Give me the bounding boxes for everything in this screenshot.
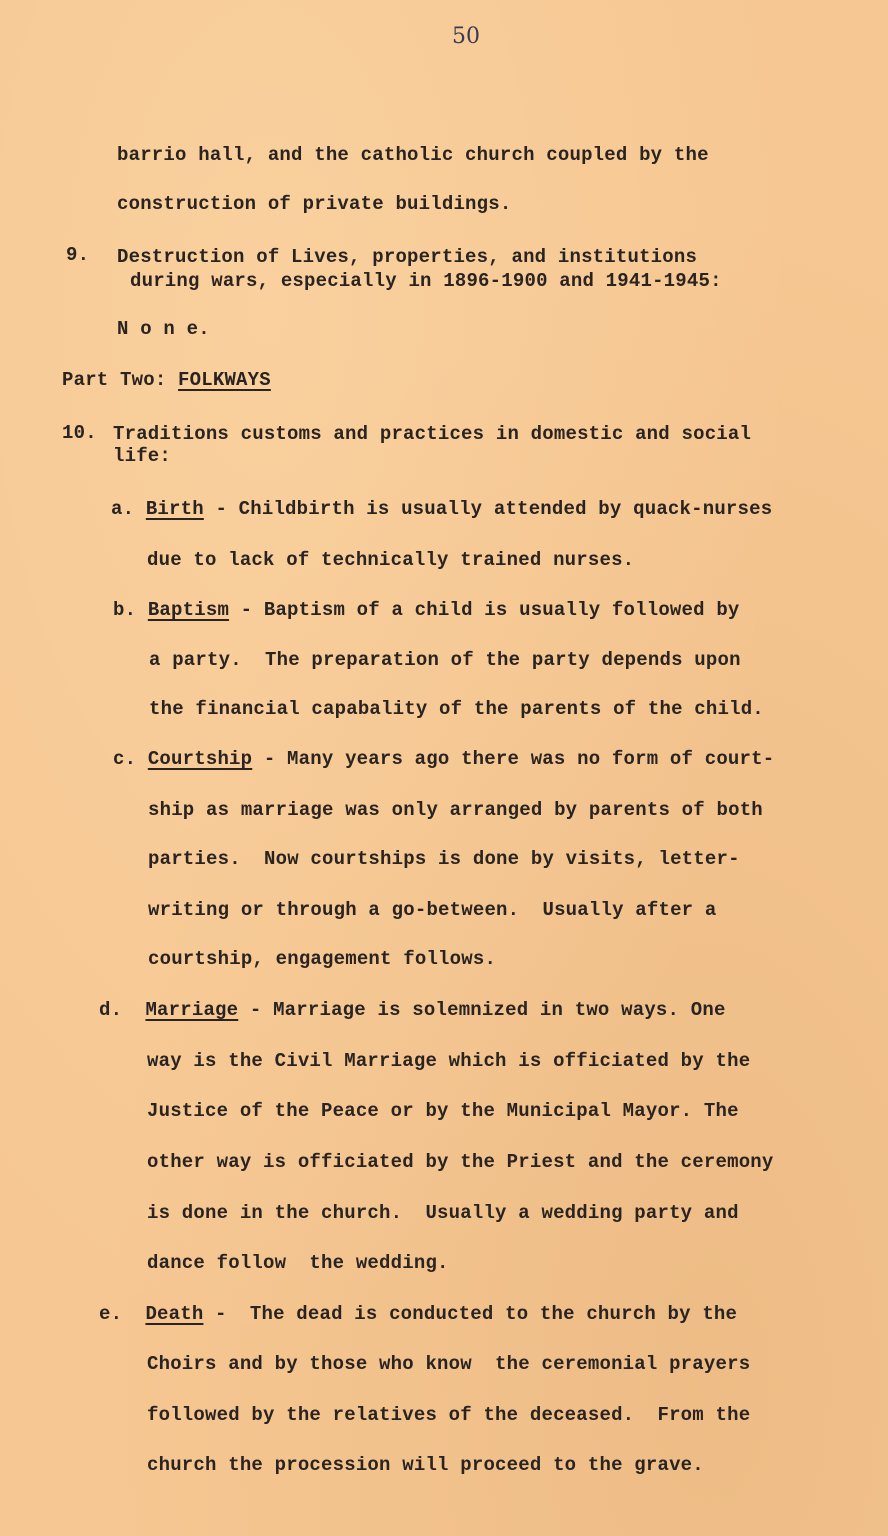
- item-heading-line: Traditions customs and practices in domestic and social: [113, 423, 752, 445]
- item-heading-line: life:: [113, 445, 172, 467]
- item-heading-line: during wars, especially in 1896-1900 and 1941-1945:: [130, 270, 722, 292]
- subitem-label: d.: [99, 999, 123, 1021]
- text-line: followed by the relatives of the deceased. From the: [147, 1404, 751, 1426]
- subitem-line: [111, 498, 772, 520]
- subitem-heading: Death: [145, 1303, 204, 1325]
- text-line: ship as marriage was only arranged by parents of both: [148, 799, 763, 821]
- text-line: writing or through a go-between. Usually after a: [148, 899, 717, 921]
- text-line: construction of private buildings.: [117, 193, 512, 215]
- text-line: church the procession will proceed to the grave.: [147, 1454, 704, 1476]
- subitem-heading: Baptism: [147, 599, 230, 621]
- text-line: barrio hall, and the catholic church coupled by the: [117, 144, 709, 166]
- subitem-heading: Birth: [145, 498, 204, 520]
- subitem-line: [113, 599, 740, 621]
- text-line: other way is officiated by the Priest and the ceremony: [147, 1151, 774, 1173]
- text-line: Justice of the Peace or by the Municipal Mayor. The: [147, 1100, 739, 1122]
- subitem-line: [99, 1303, 737, 1325]
- subitem-label: c.: [113, 748, 137, 770]
- subitem-line: [113, 748, 774, 770]
- text-line: Choirs and by those who know the ceremonial prayers: [147, 1353, 751, 1375]
- subitem-text: - Baptism of a child is usually followed by: [229, 599, 740, 621]
- item-number: 9.: [66, 244, 90, 266]
- subitem-label: e.: [99, 1303, 123, 1325]
- text-line: is done in the church. Usually a wedding party and: [147, 1202, 739, 1224]
- text-line: parties. Now courtships is done by visits, letter-: [148, 848, 740, 870]
- part-title: FOLKWAYS: [178, 369, 271, 391]
- subitem-text: - Many years ago there was no form of court-: [252, 748, 775, 770]
- subitem-line: [99, 999, 726, 1021]
- subitem-text: - Marriage is solemnized in two ways. One: [238, 999, 726, 1021]
- subitem-heading: Marriage: [145, 999, 239, 1021]
- subitem-label: b.: [113, 599, 137, 621]
- text-line: due to lack of technically trained nurses.: [147, 549, 635, 571]
- text-line: courtship, engagement follows.: [148, 948, 497, 970]
- subitem-text: - The dead is conducted to the church by the: [203, 1303, 738, 1325]
- subitem-heading: Courtship: [147, 748, 253, 770]
- subitem-label: a.: [111, 498, 135, 520]
- item-number: 10.: [62, 422, 97, 444]
- part-heading: [62, 369, 271, 391]
- page-number: 50: [452, 24, 480, 49]
- item-heading-line: Destruction of Lives, properties, and institutions: [117, 246, 698, 268]
- text-line: way is the Civil Marriage which is officiated by the: [147, 1050, 751, 1072]
- part-label: Part Two:: [62, 369, 167, 391]
- text-line: dance follow the wedding.: [147, 1252, 449, 1274]
- subitem-text: - Childbirth is usually attended by quack-nurses: [203, 498, 773, 520]
- text-line: the financial capabality of the parents of the child.: [149, 698, 764, 720]
- text-line: a party. The preparation of the party depends upon: [149, 649, 741, 671]
- text-line: N o n e.: [117, 318, 210, 340]
